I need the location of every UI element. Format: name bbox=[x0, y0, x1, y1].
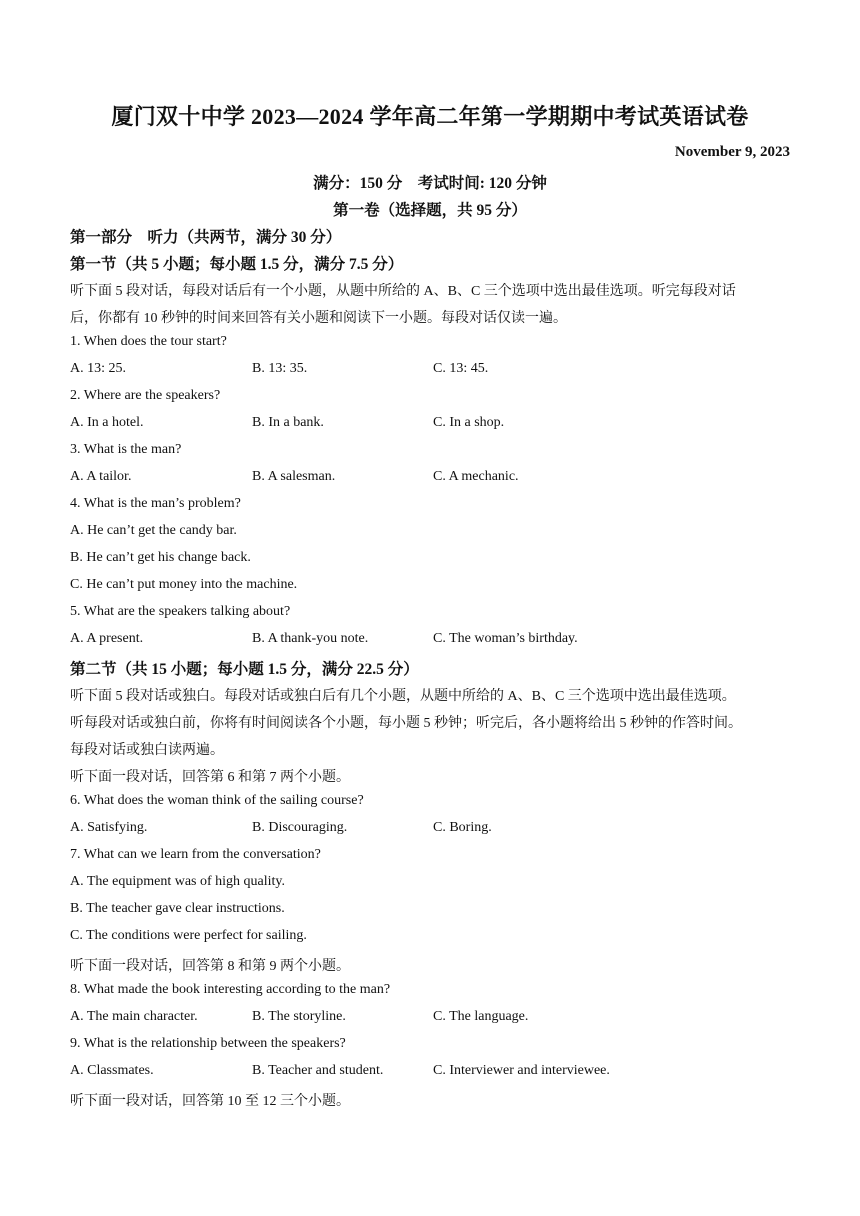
question-4-stem: 4. What is the man’s problem? bbox=[70, 496, 241, 511]
question-6-option-a: A. Satisfying. bbox=[70, 820, 148, 835]
section-one-instructions: 听下面 5 段对话，每段对话后有一个小题，从题中所给的 A、B、C 三个选项中选出最佳选项。听完每段对话 bbox=[70, 284, 736, 299]
section-two-instructions: 听下面 5 段对话或独白。每段对话或独白后有几个小题，从题中所给的 A、B、C 三个选项中选出最佳选项。 bbox=[70, 689, 736, 704]
question-9-option-c: C. Interviewer and interviewee. bbox=[433, 1063, 610, 1078]
question-2-option-a: A. In a hotel. bbox=[70, 415, 144, 430]
question-3-option-c: C. A mechanic. bbox=[433, 469, 519, 484]
question-1-option-b: B. 13: 35. bbox=[252, 361, 308, 376]
question-6-stem: 6. What does the woman think of the sailing course? bbox=[70, 793, 364, 808]
section-two-instructions-end: 每段对话或独白读两遍。 bbox=[70, 743, 224, 758]
question-3-option-b: B. A salesman. bbox=[252, 469, 336, 484]
question-9-stem: 9. What is the relationship between the speakers? bbox=[70, 1036, 346, 1051]
exam-date: November 9, 2023 bbox=[674, 144, 790, 160]
question-7-option-c: C. The conditions were perfect for sailing. bbox=[70, 928, 307, 943]
exam-title: 厦门双十中学 2023—2024 学年高二年第一学期期中考试英语试卷 bbox=[111, 104, 749, 129]
question-7-stem: 7. What can we learn from the conversation? bbox=[70, 847, 321, 862]
question-4-option-b: B. He can’t get his change back. bbox=[70, 550, 251, 565]
question-6-option-c: C. Boring. bbox=[433, 820, 492, 835]
question-4-option-c: C. He can’t put money into the machine. bbox=[70, 577, 298, 592]
question-9-option-b: B. Teacher and student. bbox=[252, 1063, 384, 1078]
question-1-option-c: C. 13: 45. bbox=[433, 361, 489, 376]
section-two-heading: 第二节（共 15 小题；每小题 1.5 分，满分 22.5 分） bbox=[70, 661, 419, 678]
note-questions-10-12: 听下面一段对话，回答第 10 至 12 三个小题。 bbox=[70, 1094, 350, 1109]
section-one-heading: 第一节（共 5 小题；每小题 1.5 分，满分 7.5 分） bbox=[70, 256, 404, 273]
question-1-option-a: A. 13: 25. bbox=[70, 361, 126, 376]
question-8-option-c: C. The language. bbox=[433, 1009, 529, 1024]
question-2-stem: 2. Where are the speakers? bbox=[70, 388, 221, 403]
question-1-stem: 1. When does the tour start? bbox=[70, 334, 227, 349]
question-3-stem: 3. What is the man? bbox=[70, 442, 182, 457]
volume-heading: 第一卷（选择题，共 95 分） bbox=[333, 202, 527, 219]
question-2-option-c: C. In a shop. bbox=[433, 415, 505, 430]
question-9-option-a: A. Classmates. bbox=[70, 1063, 154, 1078]
question-5-option-b: B. A thank-you note. bbox=[252, 631, 369, 646]
question-4-option-a: A. He can’t get the candy bar. bbox=[70, 523, 237, 538]
note-questions-6-7: 听下面一段对话，回答第 6 和第 7 两个小题。 bbox=[70, 770, 350, 785]
question-5-stem: 5. What are the speakers talking about? bbox=[70, 604, 291, 619]
question-7-option-a: A. The equipment was of high quality. bbox=[70, 874, 286, 889]
question-8-option-b: B. The storyline. bbox=[252, 1009, 346, 1024]
question-7-option-b: B. The teacher gave clear instructions. bbox=[70, 901, 285, 916]
question-2-option-b: B. In a bank. bbox=[252, 415, 324, 430]
question-8-stem: 8. What made the book interesting according to the man? bbox=[70, 982, 391, 997]
section-two-instructions-cont: 听每段对话或独白前，你将有时间阅读各个小题，每小题 5 秒钟；听完后，各小题将给出 5 秒钟的作答时间。 bbox=[70, 716, 742, 731]
question-3-option-a: A. A tailor. bbox=[70, 469, 132, 484]
part-one-heading: 第一部分 听力（共两节，满分 30 分） bbox=[70, 229, 342, 246]
question-8-option-a: A. The main character. bbox=[70, 1009, 198, 1024]
section-one-instructions-cont: 后，你都有 10 秒钟的时间来回答有关小题和阅读下一小题。每段对话仅读一遍。 bbox=[70, 311, 567, 326]
question-6-option-b: B. Discouraging. bbox=[252, 820, 348, 835]
question-5-option-a: A. A present. bbox=[70, 631, 144, 646]
score-time-line: 满分：150 分 考试时间: 120 分钟 bbox=[313, 175, 547, 192]
question-5-option-c: C. The woman’s birthday. bbox=[433, 631, 578, 646]
note-questions-8-9: 听下面一段对话，回答第 8 和第 9 两个小题。 bbox=[70, 959, 350, 974]
